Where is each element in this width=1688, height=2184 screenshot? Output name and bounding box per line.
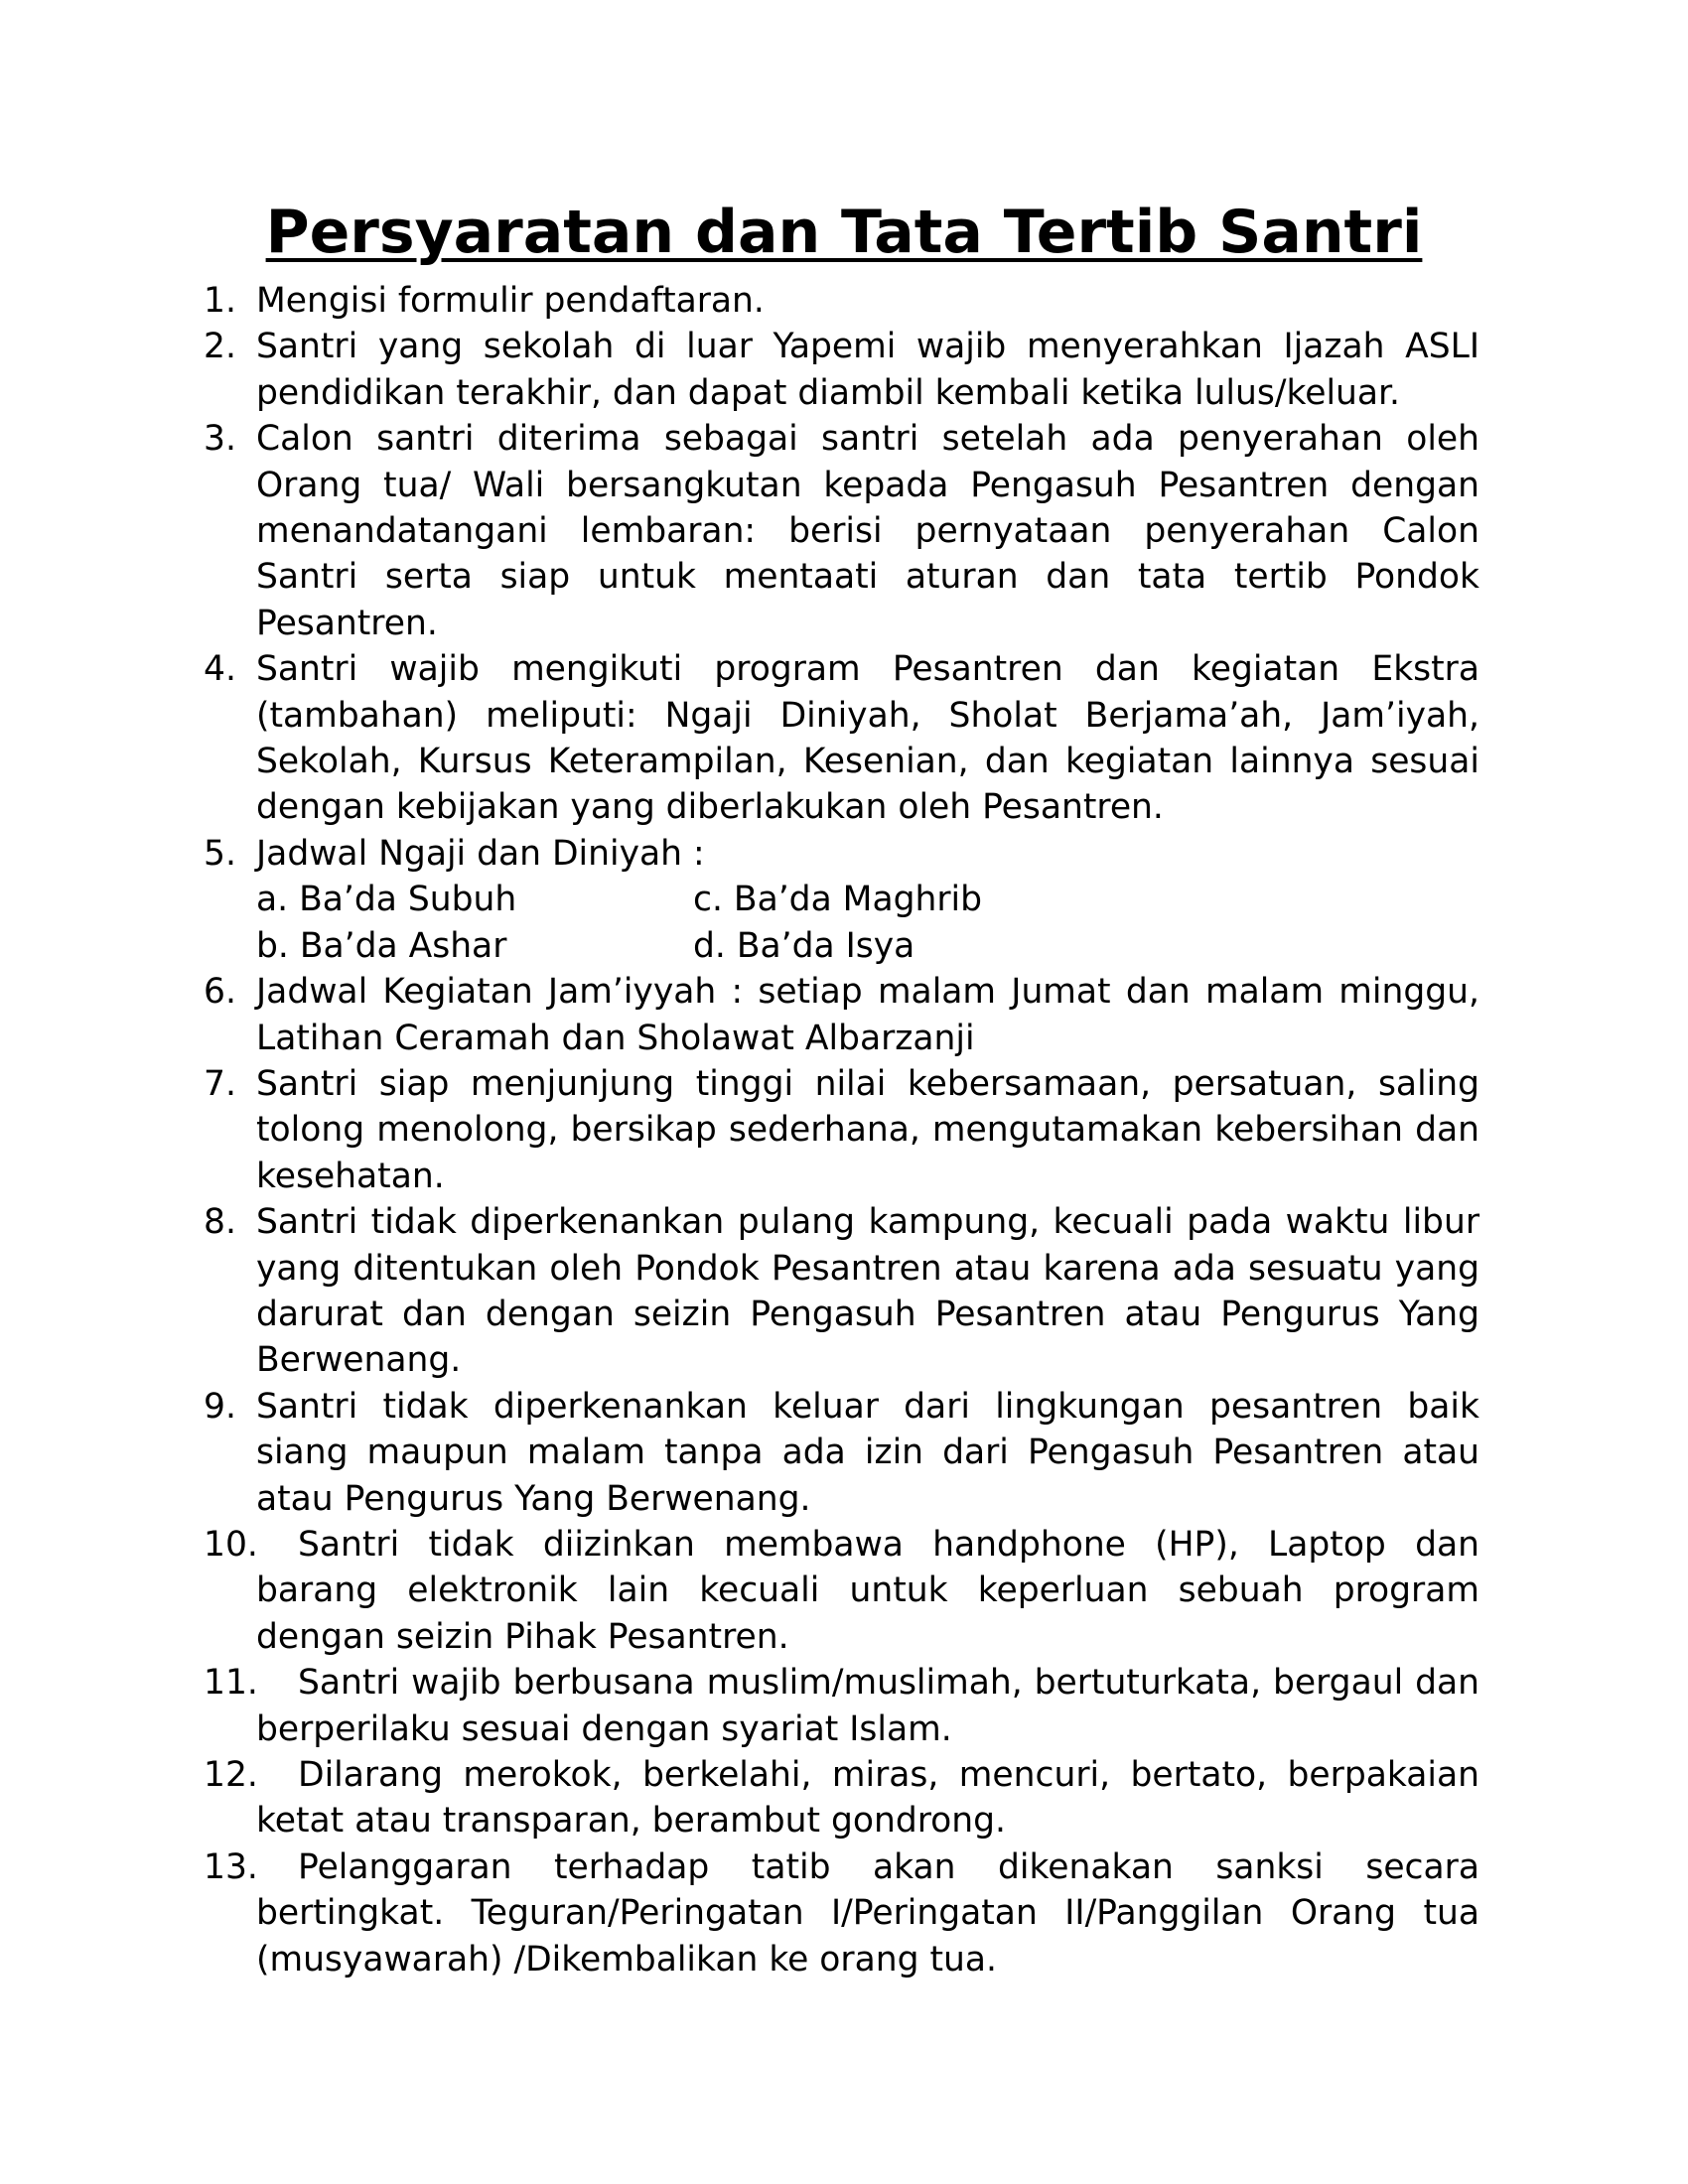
rule-number: 6.: [204, 972, 236, 1013]
schedule-item: c. Ba’da Maghrib: [693, 880, 983, 920]
rule-number: 10.: [204, 1524, 258, 1565]
rule-text: Santri yang sekolah di luar Yapemi wajib menyerahkan Ijazah ASLI pendidikan terakhir, dan dapat diambil kembali ketika lulus/keluar.: [256, 327, 1479, 413]
rule-text: Jadwal Kegiatan Jam’iyyah : setiap malam Jumat dan malam minggu, Latihan Ceramah dan Sholawat Albarzanji: [256, 972, 1479, 1058]
rule-item-9: [204, 1384, 1479, 1522]
rule-number: 11.: [204, 1663, 258, 1704]
rule-item-12: [204, 1752, 1479, 1844]
rule-number: 4.: [204, 649, 236, 690]
rule-item-13: [204, 1844, 1479, 1982]
rule-text: Calon santri diterima sebagai santri setelah ada penyerahan oleh Orang tua/ Wali bersangkutan kepada Pengasuh Pesantren dengan menandatangani lembaran: berisi pernyataan penyerahan Calon Santri serta siap untuk mentaati aturan dan tata tertib Pondok Pesantren.: [256, 419, 1479, 643]
rule-item-10: [204, 1522, 1479, 1660]
rule-text: Santri tidak diizinkan membawa handphone (HP), Laptop dan barang elektronik lain kecuali untuk keperluan sebuah program dengan seizin Pihak Pesantren.: [256, 1524, 1479, 1657]
rule-text: Santri wajib berbusana muslim/muslimah, bertuturkata, bergaul dan berperilaku sesuai dengan syariat Islam.: [256, 1663, 1479, 1749]
rule-text: Santri siap menjunjung tinggi nilai kebersamaan, persatuan, saling tolong menolong, bersikap sederhana, mengutamakan kebersihan dan kesehatan.: [256, 1063, 1479, 1196]
rule-text: Dilarang merokok, berkelahi, miras, mencuri, bertato, berpakaian ketat atau transparan, berambut gondrong.: [256, 1755, 1479, 1842]
page-title: Persyaratan dan Tata Tertib Santri: [265, 198, 1423, 267]
rule-item-7: [204, 1061, 1479, 1199]
rule-text: Jadwal Ngaji dan Diniyah :: [256, 833, 705, 874]
schedule-grid: [256, 877, 1479, 969]
rule-text: Santri wajib mengikuti program Pesantren dan kegiatan Ekstra (tambahan) meliputi: Ngaji Diniyah, Sholat Berjama’ah, Jam’iyah, Sekolah, Kursus Keterampilan, Kesenian, dan kegiatan lainnya sesuai dengan kebijakan yang diberlakukan oleh Pesantren.: [256, 649, 1479, 828]
rule-item-6: [204, 969, 1479, 1061]
rule-text: Pelanggaran terhadap tatib akan dikenakan sanksi secara bertingkat. Teguran/Peringatan I/Peringatan II/Panggilan Orang tua (musyawarah) /Dikembalikan ke orang tua.: [256, 1846, 1479, 1979]
rule-text: Mengisi formulir pendaftaran.: [256, 281, 765, 321]
rule-number: 1.: [204, 281, 236, 321]
rule-number: 5.: [204, 833, 236, 874]
rule-number: 13.: [204, 1846, 258, 1887]
rule-item-4: [204, 646, 1479, 831]
rule-item-1: [204, 278, 1479, 324]
schedule-item: d. Ba’da Isya: [693, 925, 915, 966]
rules-list: [204, 278, 1479, 1982]
rule-item-8: [204, 1199, 1479, 1384]
rule-item-3: [204, 416, 1479, 646]
rule-item-5: [204, 831, 1479, 969]
rule-number: 3.: [204, 419, 236, 460]
schedule-item: a. Ba’da Subuh: [256, 880, 517, 920]
rule-number: 12.: [204, 1755, 258, 1795]
schedule-item: b. Ba’da Ashar: [256, 925, 507, 966]
rule-number: 9.: [204, 1386, 236, 1427]
rule-number: 7.: [204, 1063, 236, 1104]
rule-text: Santri tidak diperkenankan keluar dari lingkungan pesantren baik siang maupun malam tanpa ada izin dari Pengasuh Pesantren atau atau Pengurus Yang Berwenang.: [256, 1386, 1479, 1519]
rule-number: 8.: [204, 1202, 236, 1243]
rule-item-11: [204, 1660, 1479, 1752]
rule-number: 2.: [204, 327, 236, 367]
rule-item-2: [204, 324, 1479, 416]
rule-text: Santri tidak diperkenankan pulang kampung, kecuali pada waktu libur yang ditentukan oleh Pondok Pesantren atau karena ada sesuatu yang darurat dan dengan seizin Pengasuh Pesantren atau Pengurus Yang Berwenang.: [256, 1202, 1479, 1381]
